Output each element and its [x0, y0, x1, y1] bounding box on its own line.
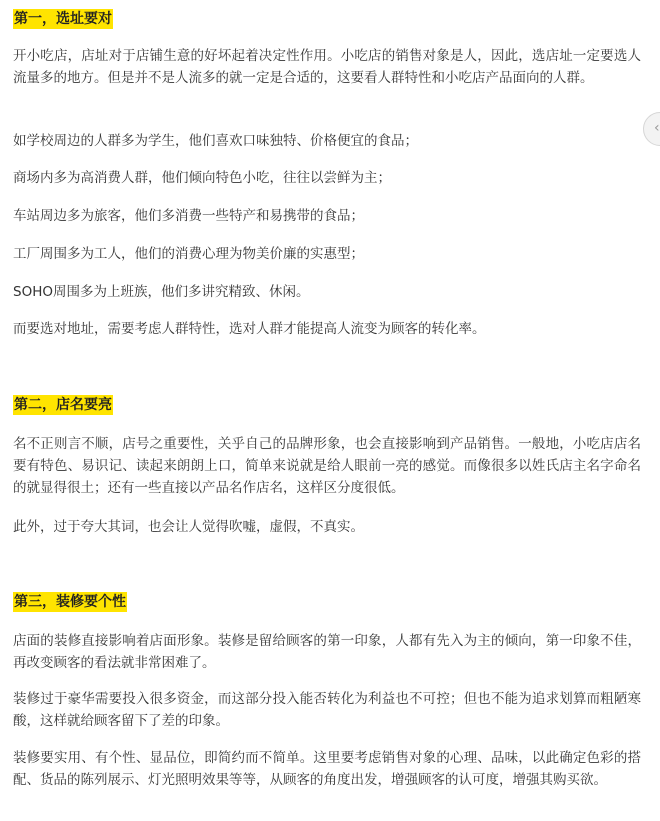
paragraph: 名不正则言不顺，店号之重要性，关乎自己的品牌形象，也会直接影响到产品销售。一般地，小吃店店名要有特色、易识记、读起来朗朗上口，简单来说就是给人眼前一亮的感觉。而像很多以姓氏店主名字命名的就显得很土；还有一些直接以产品名作店名，这样区分度很低。 [13, 436, 641, 496]
section-heading-2: 第二，店名要亮 [14, 397, 112, 413]
paragraph: SOHO周围多为上班族，他们多讲究精致、休闲。 [13, 284, 310, 300]
paragraph: 工厂周围多为工人，他们的消费心理为物美价廉的实惠型； [13, 246, 364, 262]
section-heading-1: 第一，选址要对 [14, 11, 112, 27]
paragraph: 车站周边多为旅客，他们多消费一些特产和易携带的食品； [13, 208, 364, 224]
paragraph: 此外，过于夸大其词，也会让人觉得吹嘘，虚假，不真实。 [13, 519, 364, 535]
paragraph: 如学校周边的人群多为学生，他们喜欢口味独特、价格便宜的食品； [13, 133, 418, 149]
paragraph: 装修要实用、有个性、显品位，即简约而不简单。这里要考虑销售对象的心理、品味，以此确定色彩的搭配、货品的陈列展示、灯光照明效果等等，从顾客的角度出发，增强顾客的认可度，增强其购买欲。 [13, 750, 641, 788]
paragraph: 装修过于豪华需要投入很多资金，而这部分投入能否转化为利益也不可控；但也不能为追求划算而粗陋寒酸，这样就给顾客留下了差的印象。 [13, 691, 641, 729]
paragraph: 而要选对地址，需要考虑人群特性，选对人群才能提高人流变为顾客的转化率。 [13, 321, 486, 337]
paragraph: 商场内多为高消费人群，他们倾向特色小吃，往往以尝鲜为主； [13, 170, 391, 186]
side-scroll-button[interactable] [643, 112, 660, 146]
paragraph: 开小吃店，店址对于店铺生意的好坏起着决定性作用。小吃店的销售对象是人，因此，选店址一定要选人流量多的地方。但是并不是人流多的就一定是合适的，这要看人群特性和小吃店产品面向的人群。 [13, 48, 641, 86]
section-heading-3: 第三，装修要个性 [14, 594, 126, 610]
paragraph: 店面的装修直接影响着店面形象。装修是留给顾客的第一印象，人都有先入为主的倾向，第一印象不佳，再改变顾客的看法就非常困难了。 [13, 633, 641, 671]
chevron-right-icon: ‹ [654, 120, 660, 136]
